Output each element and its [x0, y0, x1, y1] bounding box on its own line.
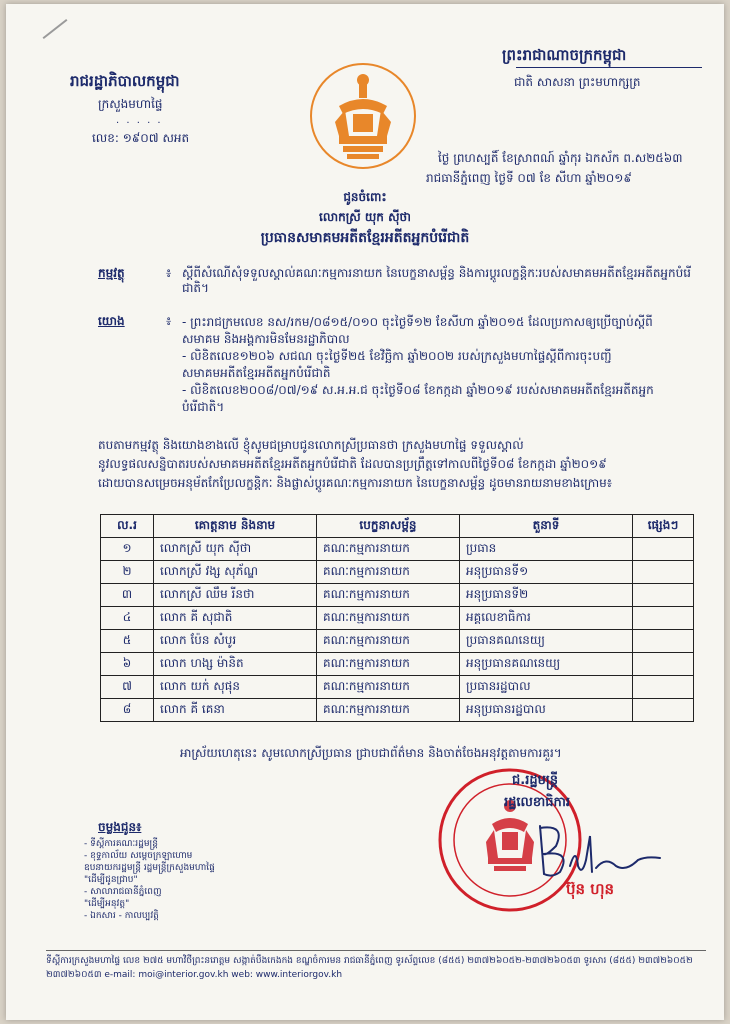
cell-name: លោក គី សុជាតិ [154, 607, 317, 630]
reference-line: សមាគមអតីតខ្មែរអតីតអ្នកបំរើជាតិ [182, 366, 331, 380]
reference-label: យោង [98, 314, 125, 328]
footer-address: ទីស្តីការក្រសួងមហាផ្ទៃ លេខ ២៧៥ មហាវិថីព្រះនរោត្តម សង្កាត់បឹងកេងកង ខណ្ឌចំការមន រាជធានីភ្នំពេញ ទូរស័ព្ទលេខ (៨៥៥) ២៣៧២៦០៥២-២៣៧២៦០៥៣ ទូរសារ (៨៥៥) ២៣៧២៦០៥២ ២៣៧២៦០៥៣ e-mail: moi@interior.gov.kh web: www.interiorgov.kh [46, 956, 693, 980]
cell-committee: គណៈកម្មការនាយក [317, 607, 460, 630]
cell-role: ប្រធានគណនេយ្យ [460, 630, 633, 653]
header-separator: · · · · · [116, 118, 163, 129]
subject-label: កម្មវត្ថុ [98, 266, 125, 280]
cell-role: អនុប្រធានទី១ [460, 561, 633, 584]
table-header-row [101, 515, 694, 538]
cell-number: ២ [101, 561, 154, 584]
copy-to-item: - ឯកសារ - កាលប្បវត្តិ [84, 911, 159, 921]
reference-list [182, 314, 702, 416]
column-header-notes: ផ្សេងៗ [633, 515, 694, 538]
handwritten-signature [526, 816, 666, 886]
signatory-name: ប៊ុន ហុន [566, 880, 615, 898]
ministry-name: ក្រសួងមហាផ្ទៃ [98, 97, 163, 111]
cell-notes [633, 584, 694, 607]
table-row [101, 699, 694, 722]
cell-committee: គណៈកម្មការនាយក [317, 584, 460, 607]
column-header-committee: បេក្ខនាសម្ព័ន្ធ [317, 515, 460, 538]
table-row [101, 584, 694, 607]
cell-number: ៤ [101, 607, 154, 630]
cell-name: លោក គី គេនា [154, 699, 317, 722]
cell-number: ៦ [101, 653, 154, 676]
cell-committee: គណៈកម្មការនាយក [317, 653, 460, 676]
copy-to-item: "ដើម្បីជូនជ្រាប" [84, 875, 138, 885]
reference-number: លេខ: ១៩០៧ សអត [92, 131, 190, 145]
column-header-number: ល.រ [101, 515, 154, 538]
cell-number: ៨ [101, 699, 154, 722]
lunar-date: ថ្ងៃ ព្រហស្បតិ៍ ខែស្រាពណ៍ ឆ្នាំកុរ ឯកស័ក ព.ស២៥៦៣ [438, 151, 683, 165]
members-table [100, 514, 694, 722]
reference-colon: ៖ [166, 314, 172, 328]
cell-name: លោកស្រី ឈឹម រីនថា [154, 584, 317, 607]
reference-line: បំរើជាតិ។ [182, 400, 225, 414]
cell-role: អគ្គលេខាធិការ [460, 607, 633, 630]
cell-notes [633, 653, 694, 676]
body-line: តបតាមកម្មវត្ថុ និងយោងខាងលើ ខ្ញុំសូមជម្រាបជូនលោកស្រីប្រធានថា ក្រសួងមហាផ្ទៃ ទទួលស្គាល់ [98, 438, 524, 452]
cell-role: ប្រធាន [460, 538, 633, 561]
table-row [101, 607, 694, 630]
cell-notes [633, 676, 694, 699]
table-row [101, 561, 694, 584]
copy-to-title: ចម្លងជូន៖ [98, 820, 142, 834]
cell-number: ១ [101, 538, 154, 561]
copy-to-item: - ខុទ្ទកាល័យ សម្តេចក្រឡាហោម [84, 851, 193, 861]
cell-committee: គណៈកម្មការនាយក [317, 676, 460, 699]
copy-to-list [84, 838, 264, 922]
reference-line: សមាគម និងអង្គការមិនមែនរដ្ឋាភិបាល [182, 332, 350, 346]
cell-committee: គណៈកម្មការនាយក [317, 630, 460, 653]
table-row [101, 538, 694, 561]
solar-date: រាជធានីភ្នំពេញ ថ្ងៃទី ០៧ ខែ សីហា ឆ្នាំ២០១៩ [426, 171, 632, 185]
table-row [101, 653, 694, 676]
cell-notes [633, 699, 694, 722]
cell-number: ៥ [101, 630, 154, 653]
reference-line: - ព្រះរាជក្រមលេខ នស/រកម/០៨១៥/០១០ ចុះថ្ងៃទី១២ ខែសីហា ឆ្នាំ២០១៥ ដែលប្រកាសឲ្យប្រើច្បាប់ស្តីពី [182, 315, 653, 329]
body-line: ដោយបានសម្រេចអនុម័តកែប្រែលក្ខន្តិកៈ និងផ្លាស់ប្តូរគណៈកម្មការនាយក នៃបេក្ខនាសម្ព័ន្ធ ដូចមានរាយនាមខាងក្រោម៖ [98, 476, 613, 490]
subject-colon: ៖ [166, 266, 172, 280]
table-row [101, 676, 694, 699]
cell-committee: គណៈកម្មការនាយក [317, 699, 460, 722]
pen-mark [43, 19, 68, 39]
government-title: រាជរដ្ឋាភិបាលកម្ពុជា [70, 72, 180, 90]
cell-role: អនុប្រធានរដ្ឋបាល [460, 699, 633, 722]
column-header-name: គោត្តនាម និងនាម [154, 515, 317, 538]
copy-to-item: - ទីស្តីការគណៈរដ្ឋមន្ត្រី [84, 839, 158, 849]
cell-notes [633, 630, 694, 653]
copy-to-item: "ដើម្បីអនុវត្ត" [84, 899, 130, 909]
kingdom-divider [516, 67, 702, 68]
signatory-title: ជ.រដ្ឋមន្ត្រី [512, 773, 558, 788]
cell-committee: គណៈកម្មការនាយក [317, 538, 460, 561]
cell-role: ប្រធានរដ្ឋបាល [460, 676, 633, 699]
table-row [101, 630, 694, 653]
subject-text: ស្តីពីសំណើសុំទទួលស្គាល់គណៈកម្មការនាយក នៃបេក្ខនាសម្ព័ន្ធ និងការប្តូរលក្ខន្តិកៈរបស់សមាគមអតីតខ្មែរអតីតអ្នកបំរើជាតិ។ [182, 266, 691, 295]
cell-name: លោកស្រី យុក ស៊ីថា [154, 538, 317, 561]
cell-notes [633, 538, 694, 561]
cell-committee: គណៈកម្មការនាយក [317, 561, 460, 584]
body-paragraph [98, 436, 702, 493]
reference-line: - លិខិតលេខ១២០៦ សជណ ចុះថ្ងៃទី២៥ ខែវិច្ឆិកា ឆ្នាំ២០០២ របស់ក្រសួងមហាផ្ទៃស្តីពីការចុះបញ្ជី [182, 349, 612, 363]
addressee-intro: ជូនចំពោះ [343, 190, 387, 204]
copy-to-item: ឧបនាយករដ្ឋមន្ត្រី រដ្ឋមន្ត្រីក្រសួងមហាផ្ទៃ [84, 863, 215, 873]
footer-divider [46, 950, 706, 951]
column-header-role: តួនាទី [460, 515, 633, 538]
cell-number: ៧ [101, 676, 154, 699]
cell-role: អនុប្រធានគណនេយ្យ [460, 653, 633, 676]
closing-sentence: អាស្រ័យហេតុនេះ សូមលោកស្រីប្រធាន ជ្រាបជាព័ត៌មាន និងចាត់ចែងអនុវត្តតាមការគួរ។ [180, 746, 562, 760]
addressee-title: ប្រធានសមាគមអតីតខ្មែរអតីតអ្នកបំរើជាតិ [260, 230, 470, 246]
cell-notes [633, 607, 694, 630]
body-line: នូវលទ្ធផលសន្និបាតរបស់សមាគមអតីតខ្មែរអតីតអ្នកបំរើជាតិ ដែលបានប្រព្រឹត្តទៅកាលពីថ្ងៃទី០៨ ខែកក្កដា ឆ្នាំ២០១៩ [98, 457, 607, 471]
cell-name: លោកស្រី វង្ស សុភ័ណ្ឌ [154, 561, 317, 584]
reference-line: - លិខិតលេខ២០០៨/០៧/១៩ ស.អ.អ.ជ ចុះថ្ងៃទី០៨ ខែកក្កដា ឆ្នាំ២០១៩ របស់សមាគមអតីតខ្មែរអតីតអ្នក [182, 383, 654, 397]
cell-name: លោក ប៉ែន សំបូរ [154, 630, 317, 653]
signatory-position: រដ្ឋលេខាធិការ [504, 795, 571, 810]
cell-number: ៣ [101, 584, 154, 607]
cell-notes [633, 561, 694, 584]
cell-name: លោក យក់ សុផុន [154, 676, 317, 699]
letter-sheet [6, 4, 724, 1020]
kingdom-title: ព្រះរាជាណាចក្រកម្ពុជា [502, 46, 627, 64]
cell-role: អនុប្រធានទី២ [460, 584, 633, 607]
royal-emblem-icon [309, 62, 417, 170]
copy-to-item: - សាលារាជធានីភ្នំពេញ [84, 887, 162, 897]
cell-name: លោក ហង្ស ម៉ានិត [154, 653, 317, 676]
national-motto: ជាតិ សាសនា ព្រះមហាក្សត្រ [514, 75, 641, 89]
addressee-name: លោកស្រី យុក ស៊ីថា [319, 210, 411, 224]
